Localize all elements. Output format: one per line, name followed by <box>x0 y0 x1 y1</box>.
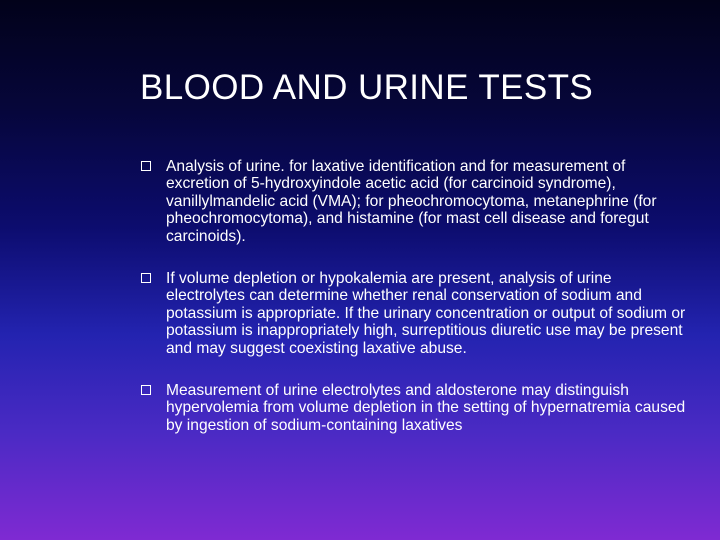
bullet-text: If volume depletion or hypokalemia are present, analysis of urine electrolytes can determine whether renal conservation of sodium and potassium is appropriate. If the urinary concentration or output of sodium or potassium is inappropriately high, surreptitious diuretic use may be present and may suggest coexisting laxative abuse. <box>166 270 686 357</box>
bullet-item <box>140 158 690 245</box>
bullet-item <box>140 270 690 357</box>
bullet-list <box>140 158 690 434</box>
bullet-item <box>140 382 690 434</box>
hollow-square-bullet-icon <box>141 161 151 171</box>
slide-title: BLOOD AND URINE TESTS <box>140 68 594 107</box>
hollow-square-bullet-icon <box>141 273 151 283</box>
bullet-text: Analysis of urine. for laxative identification and for measurement of excretion of 5-hydroxyindole acetic acid (for carcinoid syndrome), vanillylmandelic acid (VMA); for pheochromocytoma, metanephrine (for pheochromocytoma), and histamine (for mast cell disease and foregut carcinoids). <box>166 158 657 245</box>
hollow-square-bullet-icon <box>141 385 151 395</box>
bullet-text: Measurement of urine electrolytes and aldosterone may distinguish hypervolemia from volume depletion in the setting of hypernatremia caused by ingestion of sodium-containing laxatives <box>166 382 686 434</box>
